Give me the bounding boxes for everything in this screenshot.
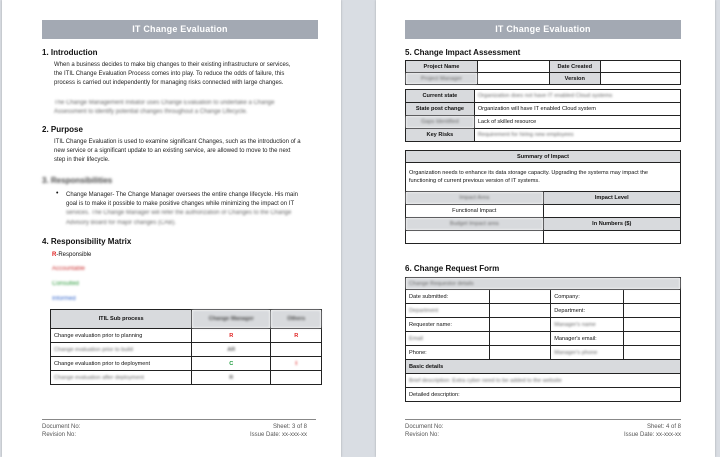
managers-name-label-redacted: Manager's name	[551, 318, 623, 332]
email-label-redacted: Email	[406, 332, 490, 346]
basic-details-header: Basic details	[406, 360, 681, 374]
label-managers-email: Manager's email:	[551, 332, 623, 346]
summary-of-impact-text	[406, 163, 681, 192]
managers-email-field[interactable]	[623, 332, 680, 346]
impact-area-header-redacted: Impact Area	[406, 192, 544, 205]
purpose-line: step in their lifecycle.	[54, 157, 110, 164]
matrix-process-cell: Change evaluation prior to deployment	[51, 357, 192, 371]
managers-phone-field[interactable]	[623, 346, 680, 360]
managers-name-field[interactable]	[623, 318, 680, 332]
matrix-mark-cell: R	[192, 329, 271, 343]
responsibility-bullet	[66, 191, 326, 228]
project-manager-label-redacted: Project Manager	[406, 73, 478, 85]
label-detailed-description: Detailed description:	[406, 388, 681, 402]
impact-summary-table	[405, 150, 681, 244]
department-left-field[interactable]	[489, 304, 550, 318]
purpose-paragraph	[54, 138, 324, 166]
label-project-name: Project Name	[406, 61, 478, 73]
footer-revision-no: Revision No:	[405, 432, 440, 438]
page-header: IT Change Evaluation	[405, 20, 681, 39]
footer-divider	[42, 419, 316, 420]
department-label-redacted: Department	[406, 304, 490, 318]
label-date-created: Date Created	[549, 61, 600, 73]
label-department: Department:	[551, 304, 623, 318]
matrix-process-cell: Change evaluation prior to planning	[51, 329, 192, 343]
matrix-process-cell: Change evaluation after deployment	[51, 371, 192, 385]
intro-line: The Change Management Initiator uses Change Evaluation to undertake a Change	[54, 100, 275, 106]
matrix-header-others: Others	[271, 310, 322, 329]
legend-letter: R	[52, 252, 57, 258]
department-field[interactable]	[623, 304, 680, 318]
gaps-value: Lack of skilled resource	[474, 116, 680, 129]
purpose-line: ITIL Change Evaluation is used to examine significant Changes, such as the introduction of a	[54, 139, 301, 145]
matrix-header-change-manager: Change Manager	[192, 310, 271, 329]
functional-impact-value[interactable]	[543, 205, 680, 218]
footer-right	[624, 423, 681, 439]
intro-paragraph-redacted	[54, 99, 324, 117]
key-risks-value: Requirement for hiring new employees	[474, 129, 680, 142]
matrix-mark-cell: R	[192, 371, 271, 385]
intro-line: process is carried out independently for managing risks connected with large changes.	[54, 80, 284, 87]
footer-left	[405, 423, 443, 439]
date-created-value[interactable]	[600, 61, 680, 73]
label-company: Company:	[551, 290, 623, 304]
label-version: Version	[549, 73, 600, 85]
impact-level-header: Impact Level	[543, 192, 680, 205]
label-current-state: Current state	[406, 90, 475, 103]
section-title-introduction: 1. Introduction	[42, 48, 98, 57]
intro-line: Assessment to identify potential changes throughout a Change Lifecycle.	[54, 109, 248, 116]
label-state-post-change: State post change	[406, 103, 475, 116]
responsibility-matrix-table	[50, 309, 322, 385]
project-manager-value[interactable]	[477, 73, 549, 85]
version-value[interactable]	[600, 73, 680, 85]
section-title-impact-assessment: 5. Change Impact Assessment	[405, 48, 521, 57]
footer-document-no: Document No:	[405, 424, 444, 430]
purpose-line: new service or a significant update to an existing service, are allowed to move to the next	[54, 148, 291, 155]
footer-revision-no: Revision No:	[42, 432, 77, 438]
footer-sheet: Sheet: 4 of 8	[646, 424, 681, 430]
table-row	[51, 357, 322, 371]
section-title-matrix: 4. Responsibility Matrix	[42, 237, 132, 246]
impact-top-table	[405, 60, 681, 85]
brief-description-redacted: Brief description: Extra cyber need to be added to the website	[406, 374, 681, 388]
page-header: IT Change Evaluation	[42, 20, 318, 39]
section-title-purpose: 2. Purpose	[42, 125, 83, 134]
legend-informed: Informed	[52, 296, 76, 302]
label-date-submitted: Date submitted:	[406, 290, 490, 304]
project-name-value[interactable]	[477, 61, 549, 73]
matrix-mark-cell: I	[271, 357, 322, 371]
requestor-details-header-redacted: Change Requestor details	[406, 278, 681, 290]
matrix-process-cell: Change evaluation prior to build	[51, 343, 192, 357]
page-4	[376, 0, 715, 457]
current-state-value: Organization does not have IT enabled Cloud systems	[474, 90, 680, 103]
phone-field[interactable]	[489, 346, 550, 360]
matrix-header-process: ITIL Sub process	[51, 310, 192, 329]
label-requester-name: Requester name:	[406, 318, 490, 332]
budget-value-right[interactable]	[543, 231, 680, 244]
footer-right	[250, 423, 307, 439]
matrix-mark-cell	[271, 371, 322, 385]
matrix-mark-cell: R	[271, 329, 322, 343]
matrix-mark-cell	[271, 343, 322, 357]
intro-paragraph	[54, 61, 324, 89]
label-key-risks: Key Risks	[406, 129, 475, 142]
bullet-dot: •	[56, 190, 59, 197]
table-row	[51, 329, 322, 343]
page-3	[2, 0, 341, 457]
intro-line: the ITIL Change Evaluation Process comes into play. To reduce the odds of failure, this	[54, 71, 285, 78]
functional-impact-label: Functional Impact	[406, 205, 544, 218]
date-submitted-field[interactable]	[489, 290, 550, 304]
intro-line: When a business decides to make big changes to their existing infrastructure or services,	[54, 62, 291, 68]
change-request-table	[405, 277, 681, 402]
summary-line: Organization needs to enhance its data storage capacity. Upgrading the systems may impact the	[409, 170, 649, 176]
managers-phone-label-redacted: Manager's phone	[551, 346, 623, 360]
gaps-label-redacted: Gaps Identified	[406, 116, 475, 129]
bullet-line: Change Manager- The Change Manager oversees the entire change lifecycle. His main	[66, 192, 299, 198]
table-row	[51, 371, 322, 385]
footer-divider	[405, 419, 681, 420]
label-phone: Phone:	[406, 346, 490, 360]
legend-accountable: Accountable	[52, 266, 86, 272]
email-field[interactable]	[489, 332, 550, 346]
impact-state-table	[405, 89, 681, 142]
requester-name-field[interactable]	[489, 318, 550, 332]
budget-value-left[interactable]	[406, 231, 544, 244]
footer-issue-date: Issue Date: xx-xxx-xx	[623, 432, 681, 438]
footer-document-no: Document No:	[42, 424, 81, 430]
legend-responsible	[52, 252, 91, 258]
table-row	[51, 343, 322, 357]
footer-sheet: Sheet: 3 of 8	[272, 424, 307, 430]
footer-left	[42, 423, 80, 439]
footer-issue-date: Issue Date: xx-xxx-xx	[249, 432, 307, 438]
company-field[interactable]	[623, 290, 680, 304]
section-title-change-request: 6. Change Request Form	[405, 264, 500, 273]
legend-text: -Responsible	[56, 252, 92, 258]
legend-consulted: Consulted	[52, 281, 80, 287]
summary-of-impact-title: Summary of Impact	[406, 151, 681, 163]
bullet-line: goal is to make it possible to make positive changes while minimizing the impact on IT	[66, 201, 295, 208]
bullet-line-redacted: Advisory Board for major changes (CAB).	[66, 219, 177, 226]
summary-line: functioning of current previous version of IT systems.	[409, 178, 540, 184]
matrix-mark-cell: C	[192, 357, 271, 371]
in-numbers-header: In Numbers ($)	[543, 218, 680, 231]
budget-impact-label-redacted: Budget Impact area	[406, 218, 544, 231]
bullet-line-redacted: services. The Change Manager will refer the authorization of Changes to the Change	[66, 210, 292, 217]
section-title-responsibilities: 3. Responsibilities	[42, 176, 113, 185]
matrix-mark-cell: AR	[192, 343, 271, 357]
state-post-change-value: Organization will have IT enabled Cloud system	[474, 103, 680, 116]
